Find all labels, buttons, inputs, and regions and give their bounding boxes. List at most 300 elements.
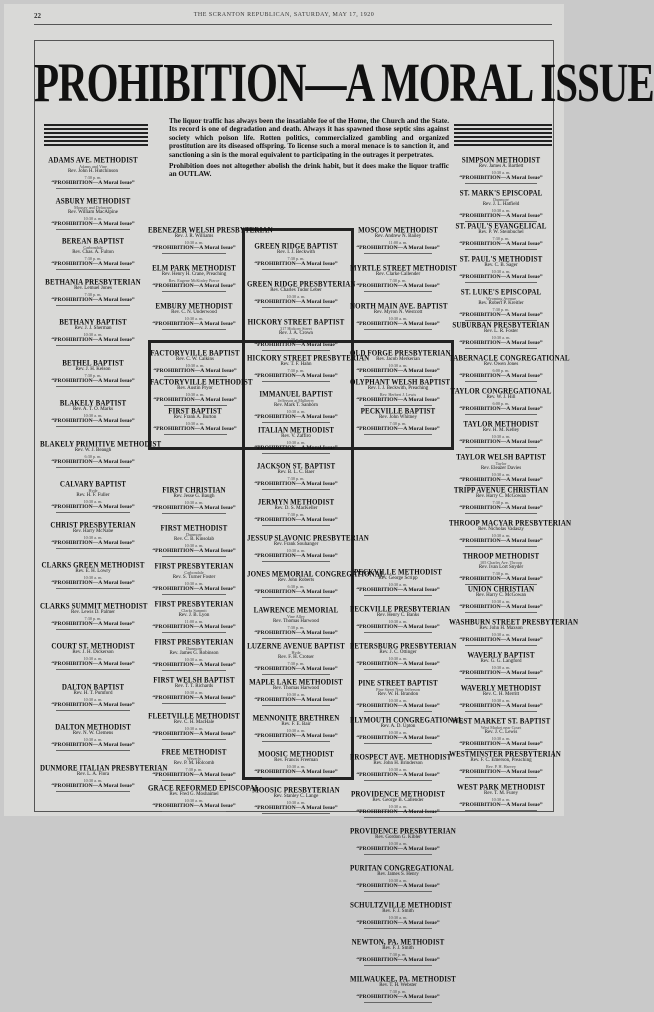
pastor-name: Rev. Austin Pryor <box>177 386 213 391</box>
church-location: Hyde <box>291 650 301 655</box>
church-listing <box>40 399 146 440</box>
church-listing <box>247 786 345 822</box>
service-time: 10:30 a. m. <box>388 841 408 846</box>
church-location: Vine Alley <box>286 614 305 619</box>
church-listing <box>350 641 457 679</box>
church-name: MILWAUKEE, PA. METHODIST <box>350 974 456 984</box>
church-listing <box>40 480 146 521</box>
sermon-title: “PROHIBITION—A Moral Issue” <box>459 769 543 775</box>
service-time: 7:30 p. m. <box>287 368 305 373</box>
church-name: TAYLOR WELSH BAPTIST <box>456 452 546 462</box>
church-listing <box>350 752 452 790</box>
sermon-title: “PROHIBITION—A Moral Issue” <box>254 589 338 595</box>
sermon-title: “PROHIBITION—A Moral Issue” <box>254 630 338 636</box>
pastor-name: Rev. Harry C. McGowan <box>475 593 527 598</box>
listing-divider <box>56 345 130 346</box>
church-name: ITALIAN METHODIST <box>257 425 335 435</box>
sermon-title: “PROHIBITION—A Moral Issue” <box>459 703 543 709</box>
listing-divider <box>262 381 331 382</box>
service-time: 10:30 a. m. <box>388 363 408 368</box>
church-listing <box>247 390 345 426</box>
church-location: 105 Charles Ave. Throop <box>480 560 522 565</box>
pastor-name: Rev. I. J. Beckwith <box>276 250 315 255</box>
service-time: 10:30 a. m. <box>185 392 205 397</box>
church-listing <box>40 318 146 359</box>
sermon-title: “PROHIBITION—A Moral Issue” <box>459 241 543 247</box>
sermon-title: “PROHIBITION—A Moral Issue” <box>254 553 338 559</box>
church-listing <box>148 225 273 264</box>
church-name: NORTH MAIN AVE. BAPTIST <box>350 301 448 311</box>
sermon-title: “PROHIBITION—A Moral Issue” <box>356 846 440 852</box>
listing-divider <box>56 548 130 549</box>
listing-divider <box>364 854 431 855</box>
listing-divider <box>262 741 331 742</box>
sermon-title: “PROHIBITION—A Moral Issue” <box>152 731 236 737</box>
church-listing <box>148 264 240 302</box>
church-name: FIRST PRESBYTERIAN <box>154 599 234 609</box>
church-location: Mousey and Delaware <box>74 204 112 210</box>
sermon-title: “PROHIBITION—A Moral Issue” <box>254 517 338 523</box>
listing-divider <box>262 307 331 308</box>
listing-divider <box>465 777 538 778</box>
pastor-name: Rev. Gordon G. Kibler <box>375 835 421 840</box>
church-location: Wyoming Avenue <box>485 296 517 301</box>
listing-divider <box>56 629 130 630</box>
sermon-title: “PROHIBITION—A Moral Issue” <box>356 283 440 289</box>
pastor-name: Rev. William MacAlpine <box>67 209 119 215</box>
service-time: 10:30 a. m. <box>388 767 408 772</box>
top-rule <box>34 24 552 25</box>
sermon-title: “PROHIBITION—A Moral Issue” <box>356 994 440 1000</box>
church-name: FIRST PRESBYTERIAN <box>154 561 234 571</box>
service-time: 10:30 a. m. <box>184 543 204 548</box>
sermon-title: “PROHIBITION—A Moral Issue” <box>254 769 338 775</box>
church-location: Pine Street Near Jefferson <box>376 687 420 692</box>
pastor-name: Rev. Ivan Lort Snyder <box>478 565 524 570</box>
pastor-name: Rev. C. H. Merritt <box>482 692 520 697</box>
pastor-name: Rev. Robert P. Kreitler <box>478 301 524 306</box>
right-stripe-ornament <box>454 124 552 146</box>
pastor-name: Rev. Lewis D. Palmer <box>71 609 115 615</box>
service-time: 7:30 p. m. <box>287 256 305 261</box>
church-name: PURITAN CONGREGATIONAL <box>350 863 454 873</box>
church-name: PETERSBURG PRESBYTERIAN <box>350 641 457 651</box>
listing-divider <box>364 965 431 966</box>
listing-divider <box>465 282 538 283</box>
church-name: MOOSIC METHODIST <box>258 749 334 759</box>
church-location: Carbondale <box>83 245 103 250</box>
left-church-column <box>40 155 168 804</box>
church-name: FREE METHODIST <box>161 747 227 757</box>
listing-divider <box>465 249 538 250</box>
church-listing <box>247 678 345 714</box>
service-time: 10:30 a. m. <box>491 599 511 604</box>
service-time: 6:30 p. m. <box>287 584 305 589</box>
sermon-title: “PROHIBITION—A Moral Issue” <box>356 245 440 251</box>
church-listing <box>148 486 240 524</box>
church-name: ST. MARK'S EPISCOPAL <box>459 188 543 198</box>
sermon-title: “PROHIBITION—A Moral Issue” <box>153 368 237 374</box>
church-name: FIRST WELSH BAPTIST <box>153 675 235 685</box>
pastor-name: Rev. Myron N. Westcott <box>373 310 423 315</box>
church-listing <box>40 683 146 724</box>
church-listing <box>247 462 345 498</box>
church-listing <box>247 279 356 318</box>
church-location: Dunmore <box>186 646 202 651</box>
sermon-title: “PROHIBITION—A Moral Issue” <box>51 418 135 424</box>
sermon-title: “PROHIBITION—A Moral Issue” <box>459 373 543 379</box>
service-time: 10:30 a. m. <box>491 335 511 340</box>
service-time: 10:30 a. m. <box>491 269 511 274</box>
service-time: 7:30 p. m. <box>84 256 102 261</box>
church-listing <box>350 938 446 975</box>
church-name: MOOSIC PRESBYTERIAN <box>252 785 340 795</box>
listing-divider <box>162 556 226 557</box>
church-listing <box>350 826 456 864</box>
right-church-column <box>449 155 579 816</box>
church-location: Adams and Vine <box>79 164 107 169</box>
church-name: GREEN RIDGE BAPTIST <box>254 241 338 251</box>
pastor-name: Rev. V. Zaffiro <box>281 434 311 439</box>
sermon-title: “PROHIBITION—A Moral Issue” <box>459 175 543 181</box>
listing-divider <box>262 638 331 639</box>
running-head <box>4 10 564 22</box>
church-name: PROVIDENCE PRESBYTERIAN <box>350 826 456 836</box>
sermon-title: “PROHIBITION—A Moral Issue” <box>254 342 338 348</box>
church-listing <box>148 524 240 562</box>
listing-divider <box>262 597 331 598</box>
pastor-name: Rev. H. F. Fuller <box>76 493 110 498</box>
service-time: 10:30 a. m. <box>184 726 204 731</box>
pastor-name: Rev. W. J. Beaugh <box>74 447 112 453</box>
church-name: DALTON BAPTIST <box>61 681 125 692</box>
listing-divider <box>364 928 431 929</box>
service-time: 7:30 p. m. <box>84 372 102 378</box>
church-name: OLYPHANT WELSH BAPTIST <box>350 377 451 387</box>
listing-divider <box>262 525 331 526</box>
service-time: 10:30 a. m. <box>83 332 103 337</box>
church-listing <box>449 156 553 189</box>
listing-divider <box>162 329 226 330</box>
church-listing <box>148 638 240 676</box>
listing-divider <box>162 253 226 254</box>
sermon-title: “PROHIBITION—A Moral Issue” <box>254 697 338 703</box>
pastor-name: Rev. F. C. Emerson, Preaching <box>470 758 532 763</box>
listing-divider <box>56 588 130 589</box>
service-time: 7:30 p. m. <box>287 661 305 666</box>
church-name: BETHANY BAPTIST <box>59 317 127 327</box>
church-name: BEREAN BAPTIST <box>61 236 125 246</box>
sermon-title: “PROHIBITION—A Moral Issue” <box>51 261 135 267</box>
service-time: 7:30 p. m. <box>84 615 102 621</box>
service-time: 10:30 a. m. <box>388 582 408 587</box>
listing-divider <box>262 350 331 351</box>
listing-divider <box>56 188 130 189</box>
listing-divider <box>364 817 431 818</box>
sermon-title: “PROHIBITION—A Moral Issue” <box>152 662 236 668</box>
pastor-name: Rev. C. B. Sager <box>484 263 518 268</box>
sermon-title: “PROHIBITION—A Moral Issue” <box>459 604 543 610</box>
sermon-title: “PROHIBITION—A Moral Issue” <box>356 772 440 778</box>
church-location: Taylor <box>495 461 507 466</box>
church-listing <box>148 600 240 638</box>
service-time: 10:30 a. m. <box>491 170 511 175</box>
service-time: 10:30 a. m. <box>83 777 103 783</box>
sermon-title: “PROHIBITION—A Moral Issue” <box>254 445 338 451</box>
church-name: TAYLOR CONGREGATIONAL <box>450 386 552 396</box>
service-time: 10:30 a. m. <box>184 798 204 803</box>
pastor-name: Rev. Harry McNabe <box>72 528 114 534</box>
church-listing <box>350 226 446 264</box>
pastor-name: Rev. J. C. Lewis <box>484 730 518 735</box>
service-time: 10:30 a. m. <box>491 698 511 703</box>
service-time: 10:30 a. m. <box>286 440 306 445</box>
pastor-name: Rev. L. A. Flora <box>76 771 110 777</box>
service-time: 7:30 p. m. <box>287 512 305 517</box>
service-time: 7:30 p. m. <box>389 278 407 283</box>
newspaper-page <box>4 4 654 1000</box>
sermon-title: “PROHIBITION—A Moral Issue” <box>356 735 440 741</box>
pastor-name: Rev. John H. Brinderson <box>373 761 423 766</box>
church-name: WEST MARKET ST. BAPTIST <box>451 716 551 726</box>
church-location: Hyde <box>88 488 98 493</box>
listing-divider <box>364 891 431 892</box>
service-time: 10:30 a. m. <box>83 215 103 221</box>
listing-divider <box>465 645 538 646</box>
sermon-title: “PROHIBITION—A Moral Issue” <box>51 782 135 789</box>
sermon-title: “PROHIBITION—A Moral Issue” <box>459 439 543 445</box>
sermon-title: “PROHIBITION—A Moral Issue” <box>459 670 543 676</box>
intro-text <box>169 117 449 182</box>
church-name: GRACE REFORMED EPISCOPAL <box>148 783 260 793</box>
pastor-name: Rev. J. C. Ottinger <box>379 650 417 655</box>
listing-divider <box>364 632 431 633</box>
service-time: 10:30 a. m. <box>388 316 408 321</box>
church-listing <box>449 222 553 255</box>
pastor-name: Rev. John H. Maxson <box>479 626 523 631</box>
church-listing <box>148 712 240 748</box>
church-listing <box>449 288 553 321</box>
church-name: BETHANIA PRESBYTERIAN <box>45 276 141 287</box>
sermon-title: “PROHIBITION—A Moral Issue” <box>152 695 236 701</box>
church-name: JONES MEMORIAL CONGREGATIONAL <box>247 569 385 579</box>
church-listing <box>350 715 463 753</box>
pastor-name: Rev. Henry H. Crane, Preaching <box>161 272 227 277</box>
cross-left-arm-churches <box>150 348 253 436</box>
church-listing <box>40 359 146 400</box>
church-listing <box>350 301 451 422</box>
service-time: 10:30 a. m. <box>286 728 306 733</box>
pastor-name: Rev. F. E. Bair <box>281 722 311 727</box>
church-name: CALVARY BAPTIST <box>59 479 127 489</box>
listing-divider <box>465 381 538 382</box>
pastor-name: Rev. J. B. Lyon <box>178 613 210 618</box>
pastor-name: Rev. S. Turner Foster <box>172 575 216 580</box>
pastor-name: Rev. George B. Callender <box>372 798 424 803</box>
listing-divider <box>465 447 538 448</box>
pastor-name: Rev. Clarke Callender <box>375 272 421 277</box>
church-name: COURT ST. METHODIST <box>51 641 135 651</box>
pastor-name: Rev. James A. Bartlett <box>478 164 524 169</box>
church-listing <box>247 242 345 280</box>
church-listing <box>247 714 345 750</box>
church-listing <box>449 717 553 750</box>
church-listing <box>247 606 345 642</box>
listing-divider <box>262 561 331 562</box>
pastor-name: Rev. T. F. Hahn <box>280 362 312 367</box>
church-name: PINE STREET BAPTIST <box>358 678 438 688</box>
sermon-title: “PROHIBITION—A Moral Issue” <box>152 283 236 289</box>
service-time: 10:30 a. m. <box>286 764 306 769</box>
pastor-name: Rev. Frank A. Burton <box>173 415 217 420</box>
service-time: 10:30 a. m. <box>83 499 103 504</box>
church-name: FACTORYVILLE METHODIST <box>150 377 253 387</box>
sermon-title: “PROHIBITION—A Moral Issue” <box>152 505 236 511</box>
church-name: SCHULTZVILLE METHODIST <box>350 900 452 910</box>
listing-divider <box>364 595 431 596</box>
church-name: CHRIST PRESBYTERIAN <box>50 519 136 530</box>
service-time: 7:30 p. m. <box>389 989 407 994</box>
service-time: 6:00 p. m. <box>492 368 510 373</box>
listing-divider <box>162 739 226 740</box>
sermon-title: “PROHIBITION—A Moral Issue” <box>51 458 135 465</box>
sermon-title: “PROHIBITION—A Moral Issue” <box>254 414 338 420</box>
church-listing <box>247 533 369 570</box>
sermon-title: “PROHIBITION—A Moral Issue” <box>51 580 135 586</box>
church-name: THROOP METHODIST <box>462 551 540 561</box>
listing-divider <box>262 422 331 423</box>
sermon-title: “PROHIBITION—A Moral Issue” <box>356 426 440 432</box>
sermon-title: “PROHIBITION—A Moral Issue” <box>459 505 543 511</box>
service-time: 10:30 a. m. <box>388 698 408 703</box>
church-listing <box>40 237 146 278</box>
church-listing <box>449 255 553 288</box>
pastor-name: Rev. Frank Souhanger <box>273 542 319 547</box>
pastor-name: Rev. A. T. O. Marks <box>72 407 114 412</box>
church-name: FIRST CHRISTIAN <box>162 485 226 495</box>
pastor-name: Rev. Nicholas Vadaszy <box>478 527 524 532</box>
sermon-title: “PROHIBITION—A Moral Issue” <box>153 397 237 403</box>
church-listing <box>40 197 146 238</box>
church-name: TABERNACLE CONGREGATIONAL <box>449 353 570 363</box>
church-listing <box>148 783 260 820</box>
church-listing <box>40 278 146 319</box>
church-name: HICKORY STREET BAPTIST <box>247 317 345 327</box>
listing-divider <box>56 467 130 468</box>
sermon-title: “PROHIBITION—A Moral Issue” <box>356 624 440 630</box>
pastor-name: Rev. Harry C. McGowan <box>475 494 527 499</box>
pastor-name: Rev. Francis Freeman <box>274 758 318 763</box>
pastor-name: Rev. T. M. Furey <box>484 791 518 796</box>
listing-divider <box>56 229 130 230</box>
service-time: 10:30 a. m. <box>184 500 204 505</box>
pastor-name: Rev. Stanley C. Lange <box>273 794 319 799</box>
sermon-title: “PROHIBITION—A Moral Issue” <box>459 406 543 412</box>
church-name: GREEN RIDGE PRESBYTERIAN <box>247 279 356 289</box>
church-name: ST. PAUL'S EVANGELICAL <box>455 221 547 231</box>
listing-divider <box>162 703 226 704</box>
listing-divider <box>162 513 226 514</box>
sermon-title: “PROHIBITION—A Moral Issue” <box>254 733 338 739</box>
church-listing <box>449 189 553 222</box>
pastor-name: Rev. C. B. Kinsolab <box>174 537 214 542</box>
listing-divider <box>465 678 538 679</box>
church-listing <box>247 353 370 390</box>
pastor-name: Rev. H. M. Kelley <box>482 428 520 433</box>
pastor-name: Rev. Thomas Harwood <box>272 619 320 624</box>
church-listing <box>247 750 345 786</box>
church-location: 317 Hickory Street <box>280 326 312 331</box>
service-time: 10:30 a. m. <box>388 656 408 661</box>
sermon-title: “PROHIBITION—A Moral Issue” <box>254 666 338 672</box>
church-listing <box>449 453 553 486</box>
service-time: 10:30 a. m. <box>286 548 306 553</box>
service-time: Rev. Eugene McKinley Pierce <box>168 278 220 283</box>
church-name: ST. PAUL'S METHODIST <box>459 254 543 264</box>
church-listing <box>350 900 452 938</box>
sermon-title: “PROHIBITION—A Moral Issue” <box>51 377 135 384</box>
church-listing <box>350 679 446 716</box>
service-time: 10:30 a. m. <box>388 619 408 624</box>
church-name: BLAKELY BAPTIST <box>59 398 127 408</box>
listing-divider <box>364 711 431 712</box>
sermon-title: “PROHIBITION—A Moral Issue” <box>254 481 338 487</box>
pastor-name: Rev. G. G. Langford <box>480 659 522 664</box>
church-name: ASBURY METHODIST <box>55 195 131 206</box>
listing-divider <box>162 594 226 595</box>
intro-paragraph-2: Prohibition does not altogether abolish the drink habit, but it does make the liquor traffic an OUTLAW. <box>169 162 449 179</box>
church-name: OLD FORGE PRESBYTERIAN <box>350 348 451 358</box>
church-listing <box>40 642 146 683</box>
church-listing <box>148 562 240 600</box>
pastor-name: Rev. J. L. Hatfield <box>482 202 520 207</box>
church-listing <box>449 749 561 783</box>
church-name: JESSUP SLAVONIC PRESBYTERIAN <box>247 533 369 543</box>
sermon-title: “PROHIBITION—A Moral Issue” <box>356 920 440 926</box>
service-time: 10:30 a. m. <box>185 363 205 368</box>
service-time: 6:00 p. m. <box>492 401 510 406</box>
church-name: WASHBURN STREET PRESBYTERIAN <box>449 617 579 627</box>
church-name: MYRTLE STREET METHODIST <box>350 263 457 273</box>
church-name: WAVERLY BAPTIST <box>467 650 535 660</box>
church-listing <box>150 407 240 436</box>
listing-divider <box>364 669 431 670</box>
church-location: Carbondale <box>184 570 204 575</box>
listing-divider <box>162 811 226 812</box>
service-time: 10:30 a. m. <box>491 533 511 538</box>
church-location: Clarks Summit <box>181 608 207 613</box>
church-listing <box>449 420 553 453</box>
church-name: CLARKS GREEN METHODIST <box>41 560 145 570</box>
sermon-title: “PROHIBITION—A Moral Issue” <box>152 245 236 251</box>
church-name: WESTMINSTER PRESBYTERIAN <box>449 749 561 759</box>
listing-divider <box>56 426 130 427</box>
church-name: LAWRENCE MEMORIAL <box>253 605 339 615</box>
service-time: 10:30 a. m. <box>184 657 204 662</box>
listing-divider <box>56 750 130 751</box>
listing-divider <box>262 674 331 675</box>
pastor-name: Rev. J. H. Kelson <box>75 366 111 372</box>
listing-divider <box>364 780 431 781</box>
pastor-name: Rev. John Whitney <box>378 415 418 420</box>
church-name: BETHEL BAPTIST <box>62 357 124 368</box>
church-name: NEWTON, PA. METHODIST <box>351 937 445 947</box>
sermon-title: “PROHIBITION—A Moral Issue” <box>459 637 543 643</box>
pastor-name: Rev. F. H. Crotser <box>278 655 314 660</box>
church-listing <box>449 353 570 387</box>
church-name: FIRST BAPTIST <box>168 406 222 416</box>
church-listing <box>40 602 146 643</box>
